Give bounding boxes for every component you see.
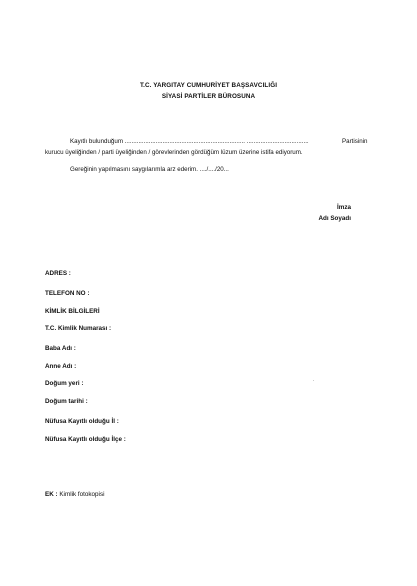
addressee-block: [0, 80, 417, 102]
registered-province-label: Nüfusa Kayıtlı olduğu İl :: [45, 418, 119, 425]
identity-info-heading: KİMLİK BİLGİLERİ: [45, 308, 100, 315]
registered-district-label: Nüfusa Kayıtlı olduğu İlçe :: [45, 436, 126, 443]
phone-label: TELEFON NO :: [45, 290, 90, 297]
body-line-3: Gereğinin yapılmasını saygılarımla arz ederim. ..../..../20...: [70, 166, 229, 173]
addressee-line-2: SİYASİ PARTİLER BÜROSUNA: [161, 93, 256, 100]
body-line-2: kurucu üyeliğinden / parti üyeliğinden / görevlerinden gördüğüm lüzum üzerine istifa ediyorum.: [45, 149, 303, 156]
signature-label: İmza: [337, 204, 351, 211]
name-surname-label: Adı Soyadı: [318, 215, 351, 222]
birth-date-label: Doğum tarihi :: [45, 398, 88, 405]
scan-speck: [313, 380, 314, 381]
attachment-label: EK :: [45, 491, 58, 498]
tc-id-number-label: T.C. Kimlik Numarası :: [45, 325, 112, 332]
attachment-value: Kimlik fotokopisi: [59, 491, 105, 498]
birth-place-label: Doğum yeri :: [45, 380, 84, 387]
mother-name-label: Anne Adı :: [45, 363, 77, 370]
attachment-line: [45, 491, 105, 498]
addressee-line-1: T.C. YARGITAY CUMHURİYET BAŞSAVCILIĞI: [139, 82, 278, 89]
body-line-1-start: Kayıtlı bulunduğum ...................................................................... ....................................: [70, 138, 309, 145]
body-line-1-end: Partisinin: [342, 138, 368, 145]
address-label: ADRES :: [45, 270, 71, 277]
father-name-label: Baba Adı :: [45, 345, 76, 352]
